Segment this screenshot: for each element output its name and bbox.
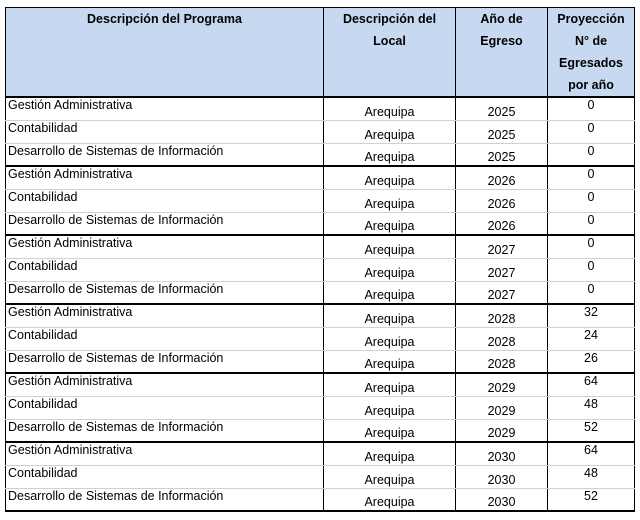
cell-year: 2026	[456, 166, 548, 189]
cell-year: 2029	[456, 396, 548, 419]
table-row	[6, 373, 635, 396]
cell-local: Arequipa	[324, 258, 456, 281]
table-row	[6, 212, 635, 235]
cell-projection: 0	[548, 189, 635, 212]
table-row	[6, 396, 635, 419]
cell-projection: 64	[548, 373, 635, 396]
cell-program: Contabilidad	[6, 258, 324, 281]
table-row	[6, 304, 635, 327]
table-row	[6, 97, 635, 120]
table-row	[6, 350, 635, 373]
cell-program: Contabilidad	[6, 120, 324, 143]
table-row	[6, 258, 635, 281]
cell-projection: 32	[548, 304, 635, 327]
cell-local: Arequipa	[324, 143, 456, 166]
cell-program: Desarrollo de Sistemas de Información	[6, 419, 324, 442]
cell-projection: 52	[548, 488, 635, 511]
cell-year: 2027	[456, 281, 548, 304]
cell-year: 2029	[456, 419, 548, 442]
cell-program: Desarrollo de Sistemas de Información	[6, 488, 324, 511]
cell-program: Gestión Administrativa	[6, 304, 324, 327]
cell-projection: 0	[548, 120, 635, 143]
cell-projection: 0	[548, 212, 635, 235]
cell-local: Arequipa	[324, 465, 456, 488]
cell-year: 2027	[456, 258, 548, 281]
table-header-row	[6, 8, 635, 98]
cell-year: 2030	[456, 442, 548, 465]
table-body	[6, 97, 635, 511]
cell-projection: 0	[548, 166, 635, 189]
cell-year: 2028	[456, 350, 548, 373]
table-row	[6, 327, 635, 350]
cell-year: 2026	[456, 212, 548, 235]
header-program: Descripción del Programa	[6, 8, 324, 98]
graduates-projection-table-container	[5, 7, 635, 512]
cell-program: Desarrollo de Sistemas de Información	[6, 350, 324, 373]
table-row	[6, 235, 635, 258]
cell-local: Arequipa	[324, 419, 456, 442]
cell-projection: 0	[548, 97, 635, 120]
cell-projection: 0	[548, 143, 635, 166]
cell-projection: 64	[548, 442, 635, 465]
cell-local: Arequipa	[324, 189, 456, 212]
cell-year: 2030	[456, 488, 548, 511]
cell-local: Arequipa	[324, 350, 456, 373]
cell-projection: 26	[548, 350, 635, 373]
cell-projection: 0	[548, 235, 635, 258]
table-row	[6, 166, 635, 189]
cell-projection: 0	[548, 258, 635, 281]
cell-local: Arequipa	[324, 488, 456, 511]
cell-local: Arequipa	[324, 373, 456, 396]
cell-local: Arequipa	[324, 97, 456, 120]
table-row	[6, 488, 635, 511]
cell-year: 2025	[456, 120, 548, 143]
cell-year: 2027	[456, 235, 548, 258]
table-row	[6, 442, 635, 465]
cell-year: 2028	[456, 327, 548, 350]
cell-local: Arequipa	[324, 327, 456, 350]
cell-program: Gestión Administrativa	[6, 97, 324, 120]
cell-program: Contabilidad	[6, 396, 324, 419]
cell-program: Desarrollo de Sistemas de Información	[6, 143, 324, 166]
cell-projection: 52	[548, 419, 635, 442]
cell-program: Contabilidad	[6, 327, 324, 350]
cell-local: Arequipa	[324, 120, 456, 143]
cell-year: 2025	[456, 97, 548, 120]
cell-local: Arequipa	[324, 396, 456, 419]
cell-program: Desarrollo de Sistemas de Información	[6, 281, 324, 304]
cell-projection: 48	[548, 396, 635, 419]
cell-year: 2030	[456, 465, 548, 488]
table-row	[6, 419, 635, 442]
cell-year: 2025	[456, 143, 548, 166]
cell-projection: 24	[548, 327, 635, 350]
cell-local: Arequipa	[324, 442, 456, 465]
header-local: Descripción del Local	[324, 8, 456, 98]
cell-projection: 0	[548, 281, 635, 304]
cell-year: 2028	[456, 304, 548, 327]
cell-local: Arequipa	[324, 166, 456, 189]
cell-local: Arequipa	[324, 235, 456, 258]
table-row	[6, 120, 635, 143]
cell-year: 2029	[456, 373, 548, 396]
cell-local: Arequipa	[324, 212, 456, 235]
table-row	[6, 189, 635, 212]
table-row	[6, 143, 635, 166]
cell-program: Gestión Administrativa	[6, 166, 324, 189]
cell-projection: 48	[548, 465, 635, 488]
cell-program: Gestión Administrativa	[6, 373, 324, 396]
cell-program: Gestión Administrativa	[6, 235, 324, 258]
header-projection: Proyección N° de Egresados por año	[548, 8, 635, 98]
graduates-projection-table	[5, 7, 635, 512]
cell-program: Contabilidad	[6, 465, 324, 488]
header-year: Año de Egreso	[456, 8, 548, 98]
cell-local: Arequipa	[324, 281, 456, 304]
table-row	[6, 465, 635, 488]
cell-program: Desarrollo de Sistemas de Información	[6, 212, 324, 235]
cell-year: 2026	[456, 189, 548, 212]
cell-local: Arequipa	[324, 304, 456, 327]
cell-program: Contabilidad	[6, 189, 324, 212]
table-row	[6, 281, 635, 304]
cell-program: Gestión Administrativa	[6, 442, 324, 465]
